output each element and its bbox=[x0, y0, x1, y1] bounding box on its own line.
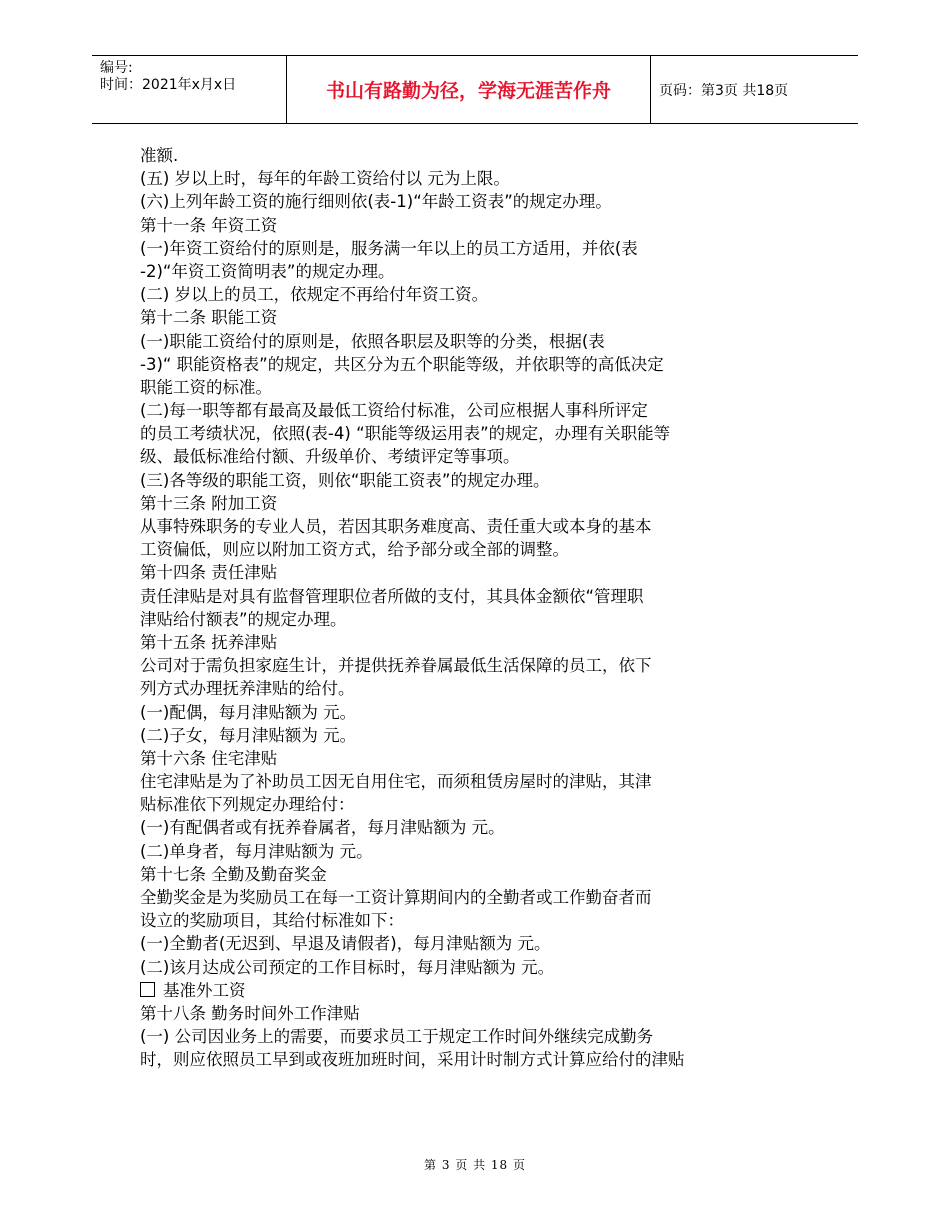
text-line: 列方式办理抚养津贴的给付。 bbox=[140, 679, 355, 699]
text-line: (一)年资工资给付的原则是，服务满一年以上的员工方适用，并依(表 bbox=[140, 238, 638, 258]
text-line: 贴标准依下列规定办理给付： bbox=[140, 795, 355, 815]
text-line: 级、最低标准给付额、升级单价、考绩评定等事项。 bbox=[140, 447, 520, 467]
header-meta bbox=[92, 56, 287, 123]
section-heading-label: 基准外工资 bbox=[163, 980, 246, 1000]
header-motto: 书山有路勤为径，学海无涯苦作舟 bbox=[287, 56, 651, 123]
text-line: (一) 公司因业务上的需要，而要求员工于规定工作时间外继续完成勤务 bbox=[140, 1027, 654, 1047]
text-line: -2)“年资工资简明表”的规定办理。 bbox=[140, 261, 395, 281]
text-line: 第十五条 抚养津贴 bbox=[140, 632, 278, 652]
text-line: 设立的奖励项目，其给付标准如下： bbox=[140, 911, 404, 931]
page-header bbox=[92, 55, 858, 124]
text-line: (二)该月达成公司预定的工作目标时，每月津贴额为 元。 bbox=[140, 957, 555, 977]
text-line: 住宅津贴是为了补助员工因无自用住宅，而须租赁房屋时的津贴，其津 bbox=[140, 772, 652, 792]
text-line: 责任津贴是对具有监督管理职位者所做的支付，其具体金额依“管理职 bbox=[140, 586, 644, 606]
document-number-label: 编号: bbox=[100, 60, 133, 76]
text-line: 第十四条 责任津贴 bbox=[140, 563, 278, 583]
text-line: (二)每一职等都有最高及最低工资给付标准，公司应根据人事科所评定 bbox=[140, 401, 648, 421]
text-line: 津贴给付额表”的规定办理。 bbox=[140, 609, 347, 629]
document-body bbox=[140, 144, 820, 1072]
text-line: 准额. bbox=[140, 146, 179, 165]
text-line: (一)配偶，每月津贴额为 元。 bbox=[140, 702, 357, 722]
text-line: 第十七条 全勤及勤奋奖金 bbox=[140, 864, 327, 884]
text-line: (二)单身者，每月津贴额为 元。 bbox=[140, 841, 373, 861]
text-line: (二) 岁以上的员工，依规定不再给付年资工资。 bbox=[140, 285, 489, 305]
section-heading bbox=[140, 979, 820, 1002]
square-bullet-icon bbox=[140, 982, 155, 997]
text-line: 全勤奖金是为奖励员工在每一工资计算期间内的全勤者或工作勤奋者而 bbox=[140, 888, 652, 907]
text-line: 职能工资的标准。 bbox=[140, 377, 272, 397]
text-line: (二)子女，每月津贴额为 元。 bbox=[140, 725, 357, 745]
text-line: (三)各等级的职能工资，则依“职能工资表”的规定办理。 bbox=[140, 470, 550, 490]
text-line: (一)有配偶者或有抚养眷属者，每月津贴额为 元。 bbox=[140, 818, 505, 838]
text-line: -3)“ 职能资格表”的规定，共区分为五个职能等级，并依职等的高低决定 bbox=[140, 354, 664, 374]
text-line: 第十三条 附加工资 bbox=[140, 493, 278, 513]
text-line: (一)全勤者(无迟到、早退及请假者)，每月津贴额为 元。 bbox=[140, 934, 551, 954]
text-line: 工资偏低，则应以附加工资方式，给予部分或全部的调整。 bbox=[140, 540, 569, 560]
text-line: 第十二条 职能工资 bbox=[140, 308, 278, 328]
text-line: 第十一条 年资工资 bbox=[140, 215, 278, 235]
text-line: 第十八条 勤务时间外工作津贴 bbox=[140, 1003, 360, 1023]
text-line: 第十六条 住宅津贴 bbox=[140, 748, 278, 768]
header-page-info: 页码：第3页 共18页 bbox=[659, 82, 789, 99]
document-date: 时间：2021年x月x日 bbox=[100, 77, 237, 93]
text-line: (一)职能工资给付的原则是，依照各职层及职等的分类，根据(表 bbox=[140, 331, 605, 351]
page-footer: 第 3 页 共 18 页 bbox=[424, 1158, 526, 1172]
text-line: 公司对于需负担家庭生计，并提供抚养眷属最低生活保障的员工，依下 bbox=[140, 656, 652, 676]
text-line: (六)上列年龄工资的施行细则依(表-1)“年龄工资表”的规定办理。 bbox=[140, 192, 612, 212]
text-line: 时，则应依照员工早到或夜班加班时间，采用计时制方式计算应给付的津贴 bbox=[140, 1050, 685, 1070]
text-line: (五) 岁以上时，每年的年龄工资给付以 元为上限。 bbox=[140, 169, 510, 189]
text-line: 的员工考绩状况，依照(表-4) “职能等级运用表”的规定，办理有关职能等 bbox=[140, 424, 671, 444]
text-line: 从事特殊职务的专业人员，若因其职务难度高、责任重大或本身的基本 bbox=[140, 517, 652, 536]
